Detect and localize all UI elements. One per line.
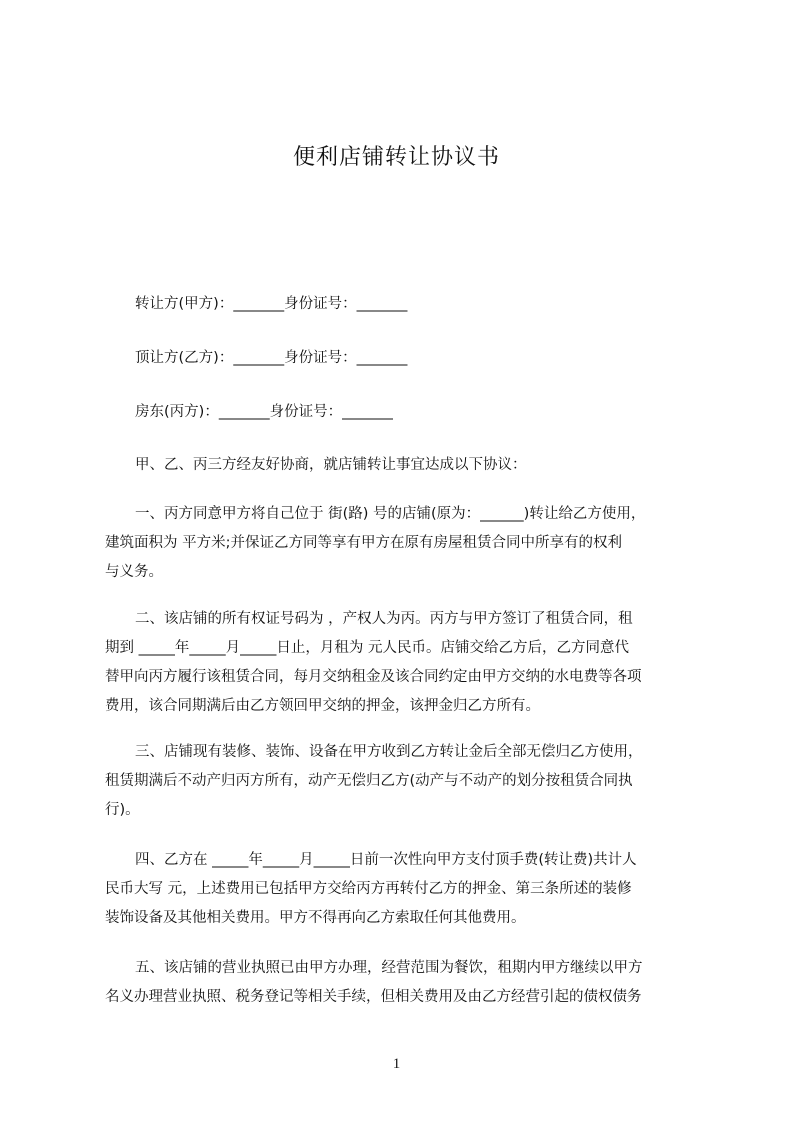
clause-line: 三、店铺现有装修、装饰、设备在甲方收到乙方转让金后全部无偿归乙方使用，	[135, 744, 643, 760]
transferor-field-line: 转让方(甲方)：_______身份证号：_______	[135, 296, 408, 312]
page-number: 1	[392, 1056, 401, 1072]
landlord-field-line: 房东(丙方)：_______身份证号：_______	[135, 404, 393, 420]
clause-line: 行)。	[105, 802, 140, 818]
clause-line: 名义办理营业执照、税务登记等相关手续，但相关费用及由乙方经营引起的债权债务	[105, 989, 642, 1005]
clause-line: 建筑面积为 平方米;并保证乙方同等享有甲方在原有房屋租赁合同中所享有的权利	[105, 535, 622, 551]
document-title: 便利店铺转让协议书	[292, 145, 500, 170]
clause-4	[105, 846, 697, 933]
clause-line: 费用，该合同期满后由乙方领回甲交纳的押金，该押金归乙方所有。	[105, 698, 540, 714]
clause-line: 民币大写 元，上述费用已包括甲方交给丙方再转付乙方的押金、第三条所述的装修	[105, 881, 632, 897]
clause-line: 五、该店铺的营业执照已由甲方办理，经营范围为餐饮，租期内甲方继续以甲方	[135, 960, 643, 976]
agreement-intro: 甲、乙、丙三方经友好协商，就店铺转让事宜达成以下协议：	[135, 457, 527, 473]
clause-line: 与义务。	[105, 564, 163, 580]
clause-line: 装饰设备及其他相关费用。甲方不得再向乙方索取任何其他费用。	[105, 910, 526, 926]
clause-line: 一、丙方同意甲方将自己位于 街(路) 号的店铺(原为：______)转让给乙方使用，	[135, 506, 646, 522]
clause-1	[105, 500, 697, 587]
clause-line: 租赁期满后不动产归丙方所有，动产无偿归乙方(动产与不动产的划分按租赁合同执	[105, 773, 633, 789]
clause-line: 二、该店铺的所有权证号码为 ，产权人为丙。丙方与甲方签订了租赁合同，租	[135, 611, 633, 627]
clause-3	[105, 738, 697, 825]
clause-5	[105, 954, 697, 1012]
clause-line: 四、乙方在 _____年_____月_____日前一次性向甲方支付顶手费(转让费)共计人	[135, 852, 637, 868]
clause-2	[105, 605, 697, 721]
clause-line: 替甲向丙方履行该租赁合同，每月交纳租金及该合同约定由甲方交纳的水电费等各项	[105, 669, 642, 685]
transferee-field-line: 顶让方(乙方)：_______身份证号：_______	[135, 350, 408, 366]
clause-line: 期到 _____年_____月_____日止，月租为 元人民币。店铺交给乙方后，乙方同意代	[105, 640, 629, 656]
